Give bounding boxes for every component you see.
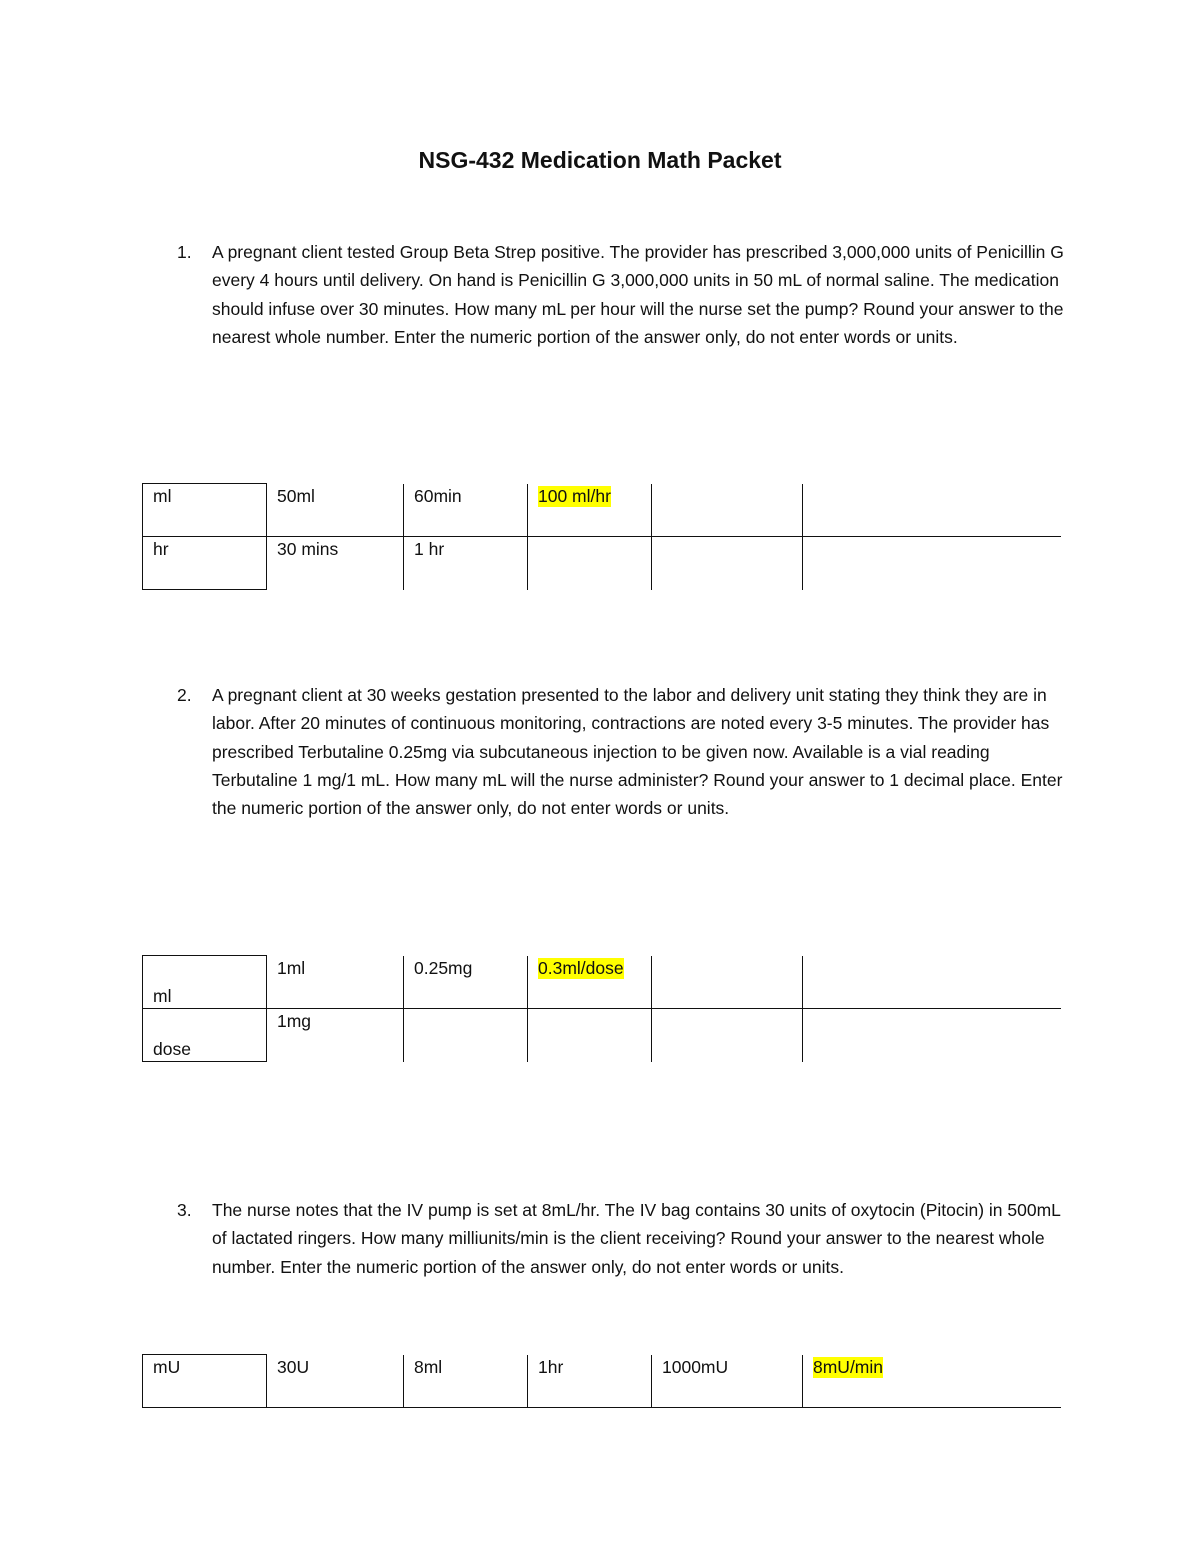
table-cell: mU <box>143 1355 267 1408</box>
table-cell <box>528 1009 652 1062</box>
question-text: A pregnant client at 30 weeks gestation presented to the labor and delivery unit stating they think they are in labor. After 20 minutes of continuous monitoring, contractions are noted every 3-5 minutes. The provider has prescribed Terbutaline 0.25mg via subcutaneous injection to be given now. Available is a vial reading Terbutaline 1 mg/1 mL. How many mL will the nurse administer? Round your answer to 1 decimal place. Enter the numeric portion of the answer only, do not enter words or units. <box>212 685 1063 819</box>
table-cell: dose <box>143 1009 267 1062</box>
table-row <box>143 956 1061 1009</box>
table-cell: 1ml <box>267 956 404 1009</box>
table-cell: ml <box>143 956 267 1009</box>
table-cell <box>528 956 652 1009</box>
question-number: 1. <box>177 242 192 262</box>
table-cell: 0.25mg <box>404 956 528 1009</box>
page-title: NSG-432 Medication Math Packet <box>418 147 782 173</box>
table-cell <box>652 537 803 590</box>
table-cell <box>404 1009 528 1062</box>
table-cell: 1mg <box>267 1009 404 1062</box>
calc-table-3 <box>142 1354 1061 1408</box>
table-cell <box>652 956 803 1009</box>
table-cell: 60min <box>404 484 528 537</box>
question-3 <box>166 1196 1066 1281</box>
table-row <box>143 537 1061 590</box>
calc-table-2 <box>142 955 1061 1062</box>
calc-table-1 <box>142 483 1061 590</box>
answer-highlight: 8mU/min <box>813 1356 884 1377</box>
table-row <box>143 1009 1061 1062</box>
table-cell: hr <box>143 537 267 590</box>
table-cell: 1hr <box>528 1355 652 1408</box>
table-cell: 1 hr <box>404 537 528 590</box>
table-cell <box>652 484 803 537</box>
table-cell: 30 mins <box>267 537 404 590</box>
question-text: The nurse notes that the IV pump is set at 8mL/hr. The IV bag contains 30 units of oxytocin (Pitocin) in 500mL of lactated ringers. How many milliunits/min is the client receiving? Round your answer to the nearest whole number. Enter the numeric portion of the answer only, do not enter words or units. <box>212 1200 1061 1277</box>
table-cell: 8ml <box>404 1355 528 1408</box>
question-number: 2. <box>177 685 192 705</box>
answer-highlight: 0.3ml/dose <box>538 957 624 978</box>
table-cell: 1000mU <box>652 1355 803 1408</box>
table-row <box>143 484 1061 537</box>
table-cell <box>803 484 1061 537</box>
table-cell: 30U <box>267 1355 404 1408</box>
table-cell <box>803 1009 1061 1062</box>
table-cell: 50ml <box>267 484 404 537</box>
question-2 <box>166 681 1066 822</box>
table-cell <box>652 1009 803 1062</box>
question-1 <box>166 238 1066 351</box>
question-number: 3. <box>177 1200 192 1220</box>
answer-highlight: 100 ml/hr <box>538 485 611 506</box>
table-cell <box>528 484 652 537</box>
table-cell <box>803 537 1061 590</box>
table-cell: ml <box>143 484 267 537</box>
question-text: A pregnant client tested Group Beta Strep positive. The provider has prescribed 3,000,000 units of Penicillin G every 4 hours until delivery. On hand is Penicillin G 3,000,000 units in 50 mL of normal saline. The medication should infuse over 30 minutes. How many mL per hour will the nurse set the pump? Round your answer to the nearest whole number. Enter the numeric portion of the answer only, do not enter words or units. <box>212 242 1064 347</box>
table-cell <box>803 1355 1061 1408</box>
table-row <box>143 1355 1061 1408</box>
table-cell <box>803 956 1061 1009</box>
table-cell <box>528 537 652 590</box>
